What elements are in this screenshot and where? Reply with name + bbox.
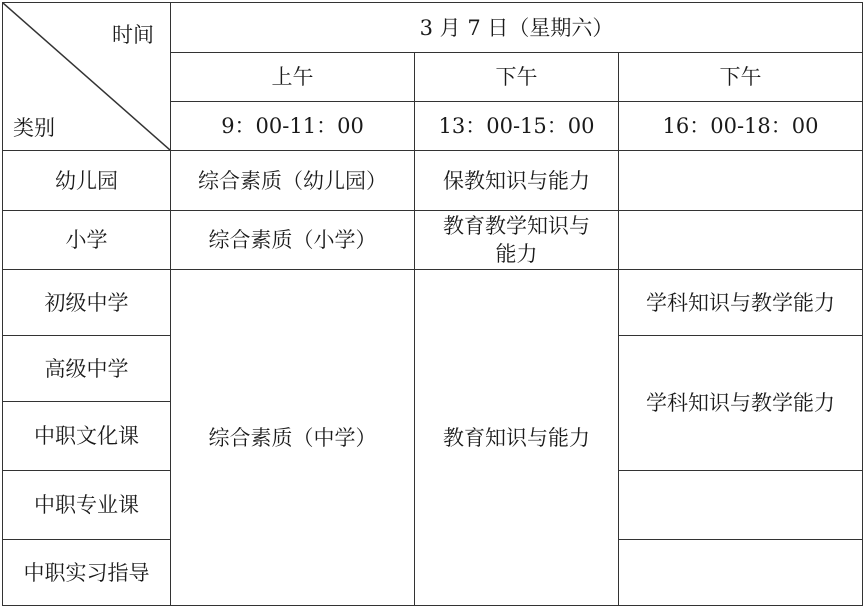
subject-kindergarten-care: 保教知识与能力 xyxy=(415,151,619,211)
exam-schedule-table xyxy=(2,2,863,606)
category-primary: 小学 xyxy=(3,211,171,270)
subject-primary-teaching-cell xyxy=(415,211,619,270)
subject-secondary-comprehensive: 综合素质（中学） xyxy=(171,270,415,606)
category-axis-label: 类别 xyxy=(13,116,55,140)
subject-senior-knowledge: 学科知识与教学能力 xyxy=(619,336,863,471)
category-vocational-specialty: 中职专业课 xyxy=(3,471,171,540)
header-corner-cell xyxy=(3,3,171,151)
category-junior-high: 初级中学 xyxy=(3,270,171,336)
session-2-time: 13：00-15：00 xyxy=(415,102,619,151)
empty-cell xyxy=(619,540,863,606)
empty-cell xyxy=(619,211,863,270)
exam-date-header: 3 月 7 日（星期六） xyxy=(171,3,863,53)
category-vocational-culture: 中职文化课 xyxy=(3,402,171,471)
session-1-time: 9：00-11：00 xyxy=(171,102,415,151)
subject-secondary-education: 教育知识与能力 xyxy=(415,270,619,606)
session-3-period: 下午 xyxy=(619,53,863,102)
session-2-period: 下午 xyxy=(415,53,619,102)
category-senior-high: 高级中学 xyxy=(3,336,171,402)
session-3-time: 16：00-18：00 xyxy=(619,102,863,151)
empty-cell xyxy=(619,471,863,540)
subject-junior-knowledge: 学科知识与教学能力 xyxy=(619,270,863,336)
subject-kindergarten-comprehensive: 综合素质（幼儿园） xyxy=(171,151,415,211)
time-axis-label: 时间 xyxy=(112,23,154,47)
category-vocational-practice: 中职实习指导 xyxy=(3,540,171,606)
category-kindergarten: 幼儿园 xyxy=(3,151,171,211)
subject-primary-comprehensive: 综合素质（小学） xyxy=(171,211,415,270)
subject-primary-teaching: 教育教学知识与能力 xyxy=(443,214,590,266)
session-1-period: 上午 xyxy=(171,53,415,102)
empty-cell xyxy=(619,151,863,211)
